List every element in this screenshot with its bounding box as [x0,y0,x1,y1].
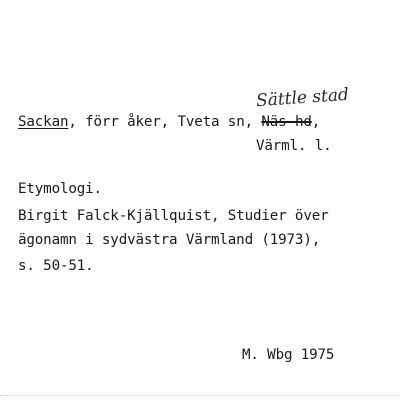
card-bottom-edge [0,395,400,406]
entry-line [18,113,320,131]
entry-description: , förr åker, Tveta sn, [68,114,262,130]
reference-line: ägonamn i sydvästra Värmland (1973), [18,232,321,248]
entry-trailing: , [311,114,321,130]
reference-line: s. 50-51. [18,258,94,274]
reference-line: Birgit Falck-Kjällquist, Studier över [18,208,329,224]
section-title: Etymologi. [18,181,102,197]
headword: Sackan [18,114,69,130]
signature: M. Wbg 1975 [242,347,335,363]
region-line: Värml. l. [256,138,332,154]
handwritten-annotation: Sättle stad [255,84,350,112]
struck-text: Näs hd [261,114,312,130]
